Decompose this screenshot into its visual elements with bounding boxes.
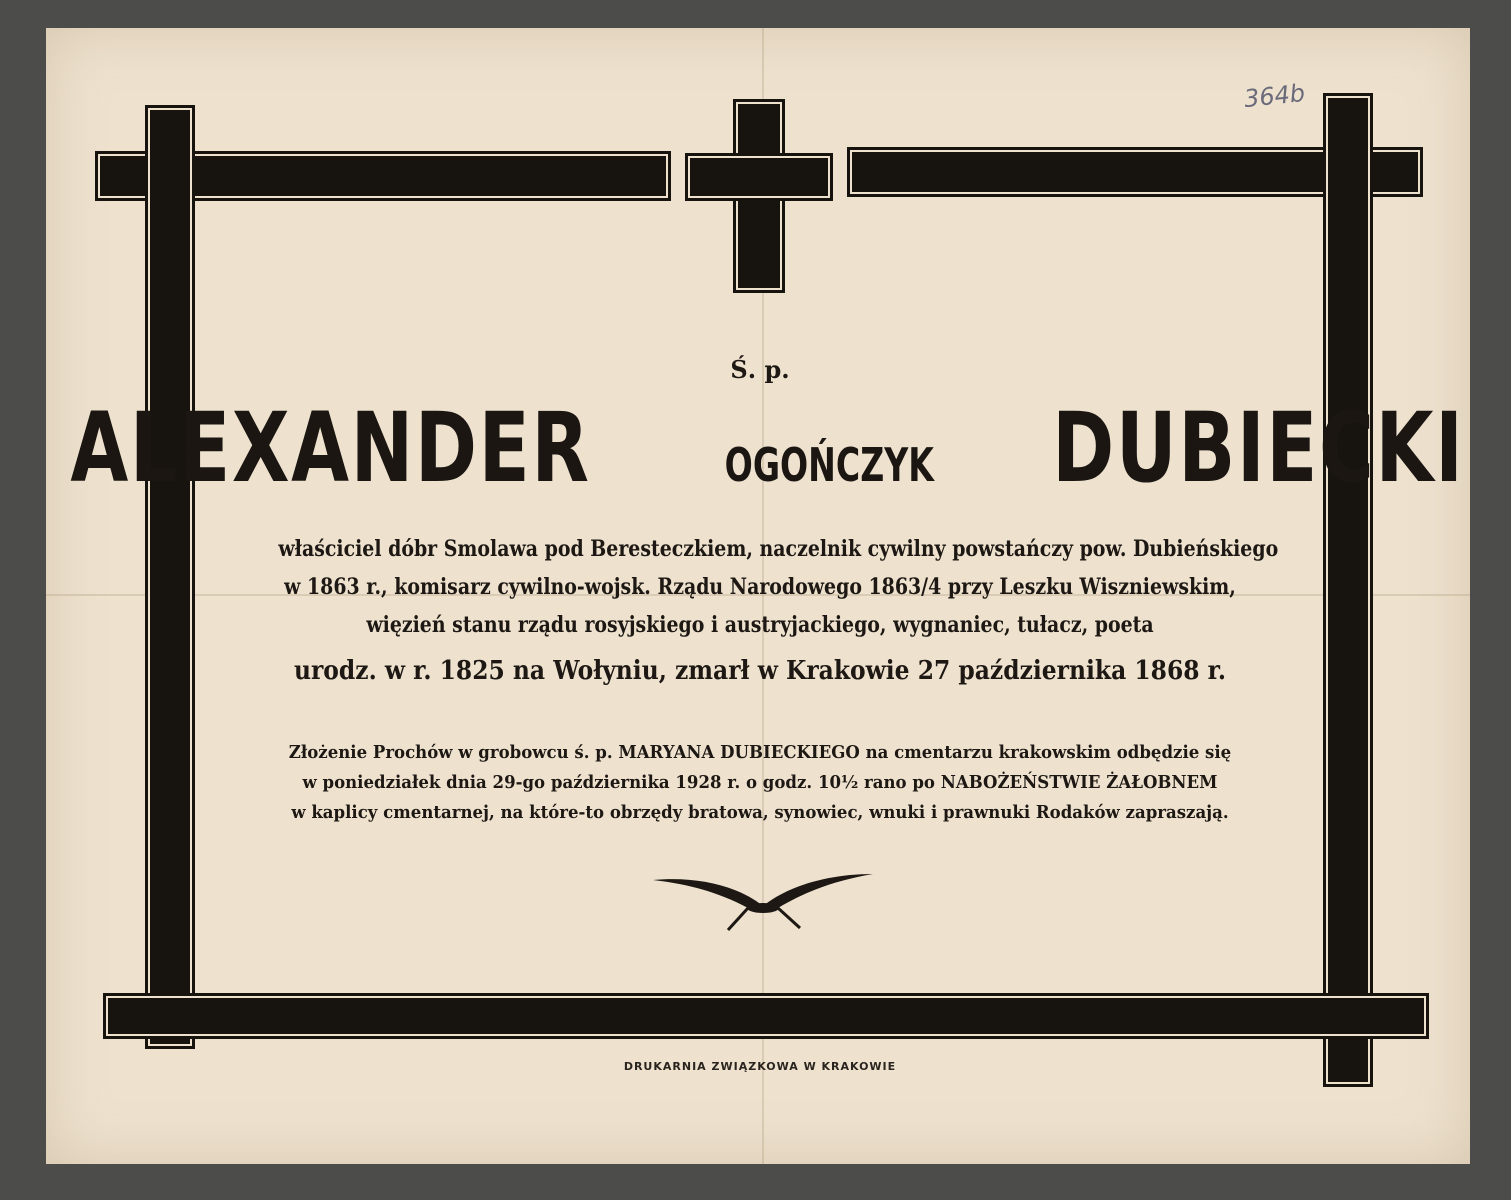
description: [200, 530, 1320, 644]
ceremony-line: Złożenie Prochów w grobowcu ś. p. MARYANA DUBIECKIEGO na cmentarzu krakowskim odbędzie się: [288, 742, 1232, 763]
ceremony-notice: [200, 738, 1320, 828]
frame-bottom-bar: [108, 998, 1424, 1034]
deceased-name: [70, 392, 1465, 504]
printer-imprint: DRUKARNIA ZWIĄZKOWA W KRAKOWIE: [623, 1060, 897, 1073]
description-line: właściciel dóbr Smolawa pod Beresteczkiem, naczelnik cywilny powstańczy pow. Dubieńskiego: [278, 536, 1279, 562]
life-dates: [200, 656, 1320, 686]
cross-horizontal: [690, 158, 828, 196]
frame-right-bar: [1328, 98, 1368, 1082]
crossed-feathers-icon: [648, 866, 878, 936]
name-first: ALEXANDER: [70, 392, 591, 504]
life-dates-line: urodz. w r. 1825 na Wołyniu, zmarł w Krakowie 27 października 1868 r.: [293, 656, 1227, 686]
cross-vertical: [738, 104, 780, 288]
description-line: w 1863 r., komisarz cywilno-wojsk. Rządu Narodowego 1863/4 przy Leszku Wiszniewskim,: [284, 574, 1236, 600]
sp-heading: Ś. p.: [730, 355, 790, 384]
description-line: więzień stanu rządu rosyjskiego i austryjackiego, wygnaniec, tułacz, poeta: [366, 612, 1154, 638]
ceremony-line: w poniedziałek dnia 29-go października 1928 r. o godz. 10½ rano po NABOŻEŃSTWIE ŻAŁOBNEM: [302, 772, 1218, 793]
frame-left-bar: [150, 110, 190, 1044]
archive-number: 364b: [1242, 78, 1307, 114]
name-last: DUBIECKI: [1052, 392, 1465, 504]
ceremony-line: w kaplicy cmentarnej, na które-to obrzędy bratowa, synowiec, wnuki i prawnuki Rodaków zapraszają.: [291, 802, 1229, 823]
name-middle: OGOŃCZYK: [724, 438, 934, 492]
